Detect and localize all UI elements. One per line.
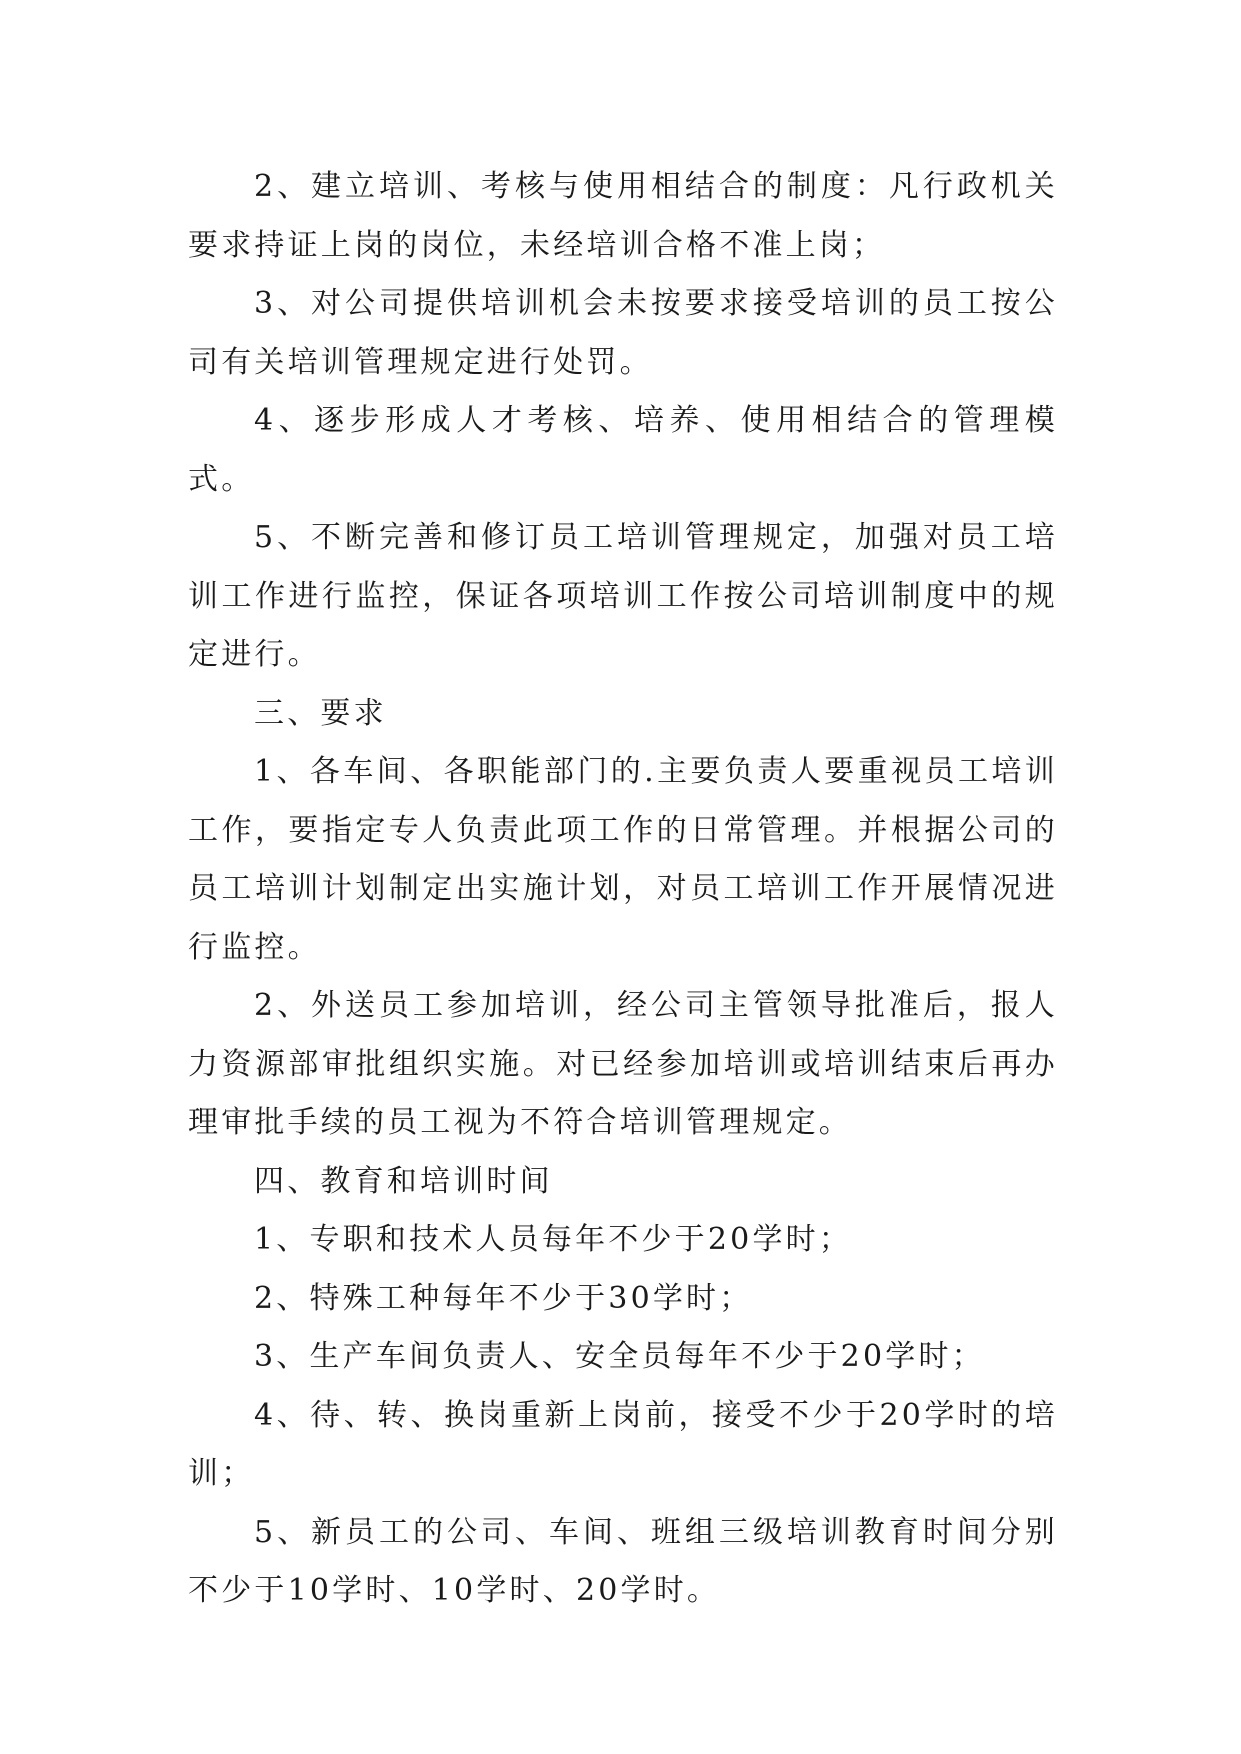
section-heading-requirements: 三、要求 [254,695,387,731]
training-time-item-4: 4、待、转、换岗重新上岗前，接受不少于20学时的培训； [188,1397,1058,1491]
section-heading-training-time: 四、教育和培训时间 [254,1163,553,1199]
paragraph-item-3: 3、对公司提供培训机会未按要求接受培训的员工按公司有关培训管理规定进行处罚。 [188,286,1058,380]
training-time-item-5: 5、新员工的公司、车间、班组三级培训教育时间分别不少于10学时、10学时、20学时。 [188,1514,1058,1608]
training-time-item-1: 1、专职和技术人员每年不少于20学时； [254,1222,853,1257]
requirement-item-1: 1、各车间、各职能部门的.主要负责人要重视员工培训工作，要指定专人负责此项工作的日常管理。并根据公司的员工培训计划制定出实施计划，对员工培训工作开展情况进行监控。 [188,754,1058,965]
requirement-item-2: 2、外送员工参加培训，经公司主管领导批准后，报人力资源部审批组织实施。对已经参加培训或培训结束后再办理审批手续的员工视为不符合培训管理规定。 [188,988,1058,1140]
training-time-item-3: 3、生产车间负责人、安全员每年不少于20学时； [254,1339,985,1374]
paragraph-item-2: 2、建立培训、考核与使用相结合的制度：凡行政机关要求持证上岗的岗位，未经培训合格不准上岗； [188,169,1058,263]
training-time-item-2: 2、特殊工种每年不少于30学时； [254,1280,753,1316]
paragraph-item-5: 5、不断完善和修订员工培训管理规定，加强对员工培训工作进行监控，保证各项培训工作按公司培训制度中的规定进行。 [188,520,1058,672]
paragraph-item-4: 4、逐步形成人才考核、培养、使用相结合的管理模式。 [188,403,1058,497]
document-body [188,158,1058,1621]
